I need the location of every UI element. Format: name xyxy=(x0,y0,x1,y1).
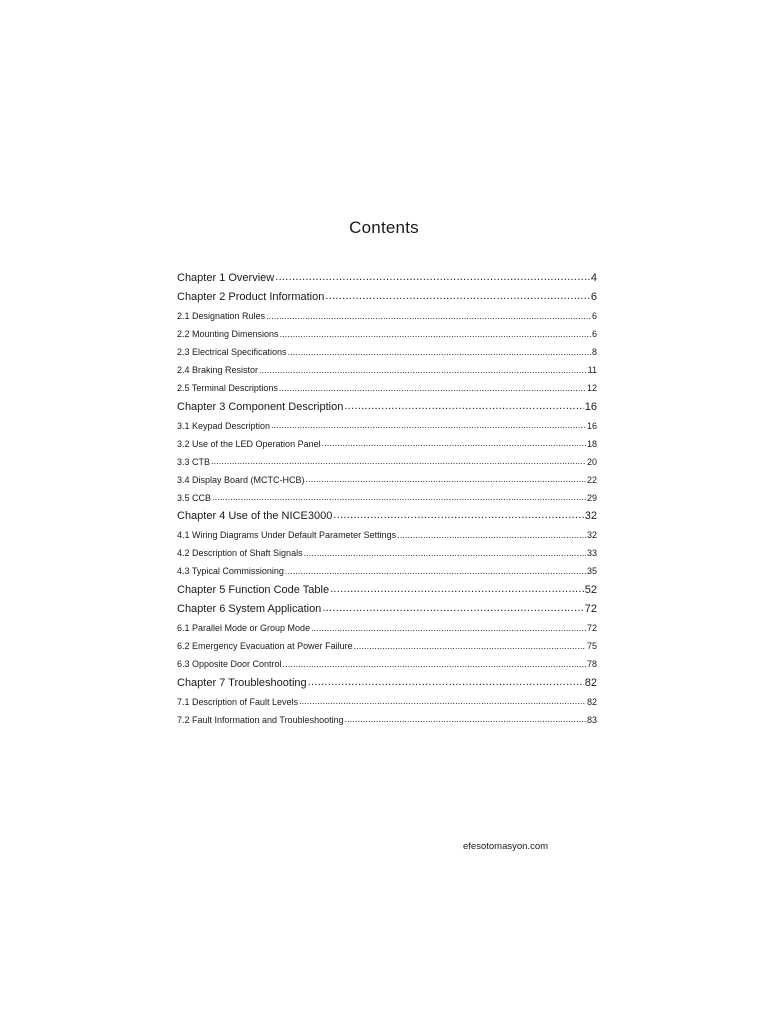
dot-leader xyxy=(325,292,590,303)
toc-section-entry[interactable] xyxy=(177,305,597,321)
dot-leader xyxy=(288,348,591,357)
toc-entry-title: 4.3 Typical Commissioning xyxy=(177,566,284,576)
toc-section-entry[interactable] xyxy=(177,524,597,540)
dot-leader xyxy=(275,273,590,284)
dot-leader xyxy=(333,511,583,522)
dot-leader xyxy=(354,642,586,651)
dot-leader xyxy=(279,384,586,393)
toc-chapter-entry[interactable] xyxy=(177,285,597,303)
toc-entry-title: 6.2 Emergency Evacuation at Power Failure xyxy=(177,641,353,651)
dot-leader xyxy=(283,660,586,669)
dot-leader xyxy=(266,312,591,321)
toc-entry-title: Chapter 4 Use of the NICE3000 xyxy=(177,510,333,522)
toc-entry-page-number: 16 xyxy=(584,400,597,413)
toc-section-entry[interactable] xyxy=(177,487,597,503)
dot-leader xyxy=(322,604,583,615)
toc-section-entry[interactable] xyxy=(177,469,597,485)
toc-section-entry[interactable] xyxy=(177,542,597,558)
dot-leader xyxy=(299,698,586,707)
toc-entry-title: 3.2 Use of the LED Operation Panel xyxy=(177,438,321,449)
toc-entry-title: 2.5 Terminal Descriptions xyxy=(177,383,278,393)
toc-entry-page-number: 12 xyxy=(586,383,597,393)
toc-entry-title: 2.2 Mounting Dimensions xyxy=(177,329,279,339)
toc-section-entry[interactable] xyxy=(177,433,597,449)
toc-entry-page-number: 18 xyxy=(586,438,597,449)
toc-entry-page-number: 72 xyxy=(586,623,597,633)
footer-website: efesotomasyon.com xyxy=(463,841,549,852)
dot-leader xyxy=(397,531,586,540)
toc-entry-page-number: 6 xyxy=(591,311,597,321)
toc-section-entry[interactable] xyxy=(177,617,597,633)
toc-entry-page-number: 4 xyxy=(590,271,597,284)
dot-leader xyxy=(212,494,586,503)
table-of-contents xyxy=(177,264,597,725)
toc-entry-title: 2.1 Designation Rules xyxy=(177,311,266,321)
toc-entry-title: 3.1 Keypad Description xyxy=(177,420,271,431)
toc-entry-title: Chapter 2 Product Information xyxy=(177,291,325,303)
toc-entry-title: 6.1 Parallel Mode or Group Mode xyxy=(177,623,311,633)
dot-leader xyxy=(322,440,586,449)
dot-leader xyxy=(344,402,583,413)
page-title: Contents xyxy=(349,218,419,237)
toc-entry-title: 3.3 CTB xyxy=(177,456,211,467)
toc-entry-title: 4.2 Description of Shaft Signals xyxy=(177,548,303,558)
toc-section-entry[interactable] xyxy=(177,709,597,725)
toc-entry-title: Chapter 5 Function Code Table xyxy=(177,583,330,596)
toc-entry-title: Chapter 7 Troubleshooting xyxy=(177,676,307,689)
toc-entry-page-number: 20 xyxy=(586,456,597,467)
toc-entry-title: 4.1 Wiring Diagrams Under Default Parameter Settings xyxy=(177,530,397,540)
toc-section-entry[interactable] xyxy=(177,451,597,467)
dot-leader xyxy=(345,716,586,725)
toc-entry-page-number: 22 xyxy=(586,474,597,485)
toc-entry-title: Chapter 3 Component Description xyxy=(177,400,344,413)
toc-entry-page-number: 11 xyxy=(587,365,597,375)
toc-entry-page-number: 78 xyxy=(586,659,597,669)
dot-leader xyxy=(259,366,587,375)
dot-leader xyxy=(306,476,586,485)
toc-entry-page-number: 6 xyxy=(590,291,597,303)
toc-entry-page-number: 75 xyxy=(586,641,597,651)
dot-leader xyxy=(308,678,584,689)
toc-entry-page-number: 29 xyxy=(586,492,597,503)
toc-entry-page-number: 32 xyxy=(586,530,597,540)
toc-entry-page-number: 6 xyxy=(591,329,597,339)
toc-section-entry[interactable] xyxy=(177,560,597,576)
toc-entry-title: Chapter 6 System Application xyxy=(177,603,322,615)
toc-entry-page-number: 52 xyxy=(584,583,597,596)
dot-leader xyxy=(285,567,586,576)
dot-leader xyxy=(304,549,586,558)
toc-entry-page-number: 8 xyxy=(591,347,597,357)
toc-entry-page-number: 83 xyxy=(586,714,597,725)
dot-leader xyxy=(311,624,586,633)
dot-leader xyxy=(271,422,586,431)
dot-leader xyxy=(330,585,584,596)
toc-entry-title: 6.3 Opposite Door Control xyxy=(177,659,282,669)
toc-entry-page-number: 32 xyxy=(584,510,597,522)
toc-section-entry[interactable] xyxy=(177,323,597,339)
toc-section-entry[interactable] xyxy=(177,635,597,651)
toc-entry-title: 2.3 Electrical Specifications xyxy=(177,347,287,357)
toc-chapter-entry[interactable] xyxy=(177,597,597,615)
toc-chapter-entry[interactable] xyxy=(177,395,597,413)
dot-leader xyxy=(211,458,586,467)
toc-entry-page-number: 35 xyxy=(586,566,597,576)
toc-entry-title: 3.5 CCB xyxy=(177,492,212,503)
toc-chapter-entry[interactable] xyxy=(177,578,597,596)
toc-entry-page-number: 82 xyxy=(586,696,597,707)
toc-entry-page-number: 72 xyxy=(584,603,597,615)
toc-entry-page-number: 33 xyxy=(586,548,597,558)
toc-chapter-entry[interactable] xyxy=(177,504,597,522)
toc-chapter-entry[interactable] xyxy=(177,671,597,689)
toc-section-entry[interactable] xyxy=(177,341,597,357)
toc-section-entry[interactable] xyxy=(177,653,597,669)
toc-section-entry[interactable] xyxy=(177,359,597,375)
toc-entry-title: 3.4 Display Board (MCTC-HCB) xyxy=(177,474,305,485)
toc-entry-page-number: 16 xyxy=(586,420,597,431)
toc-entry-title: 2.4 Braking Resistor xyxy=(177,365,259,375)
toc-entry-title: 7.1 Description of Fault Levels xyxy=(177,696,299,707)
dot-leader xyxy=(280,330,591,339)
toc-section-entry[interactable] xyxy=(177,415,597,431)
toc-entry-page-number: 82 xyxy=(584,676,597,689)
toc-entry-title: 7.2 Fault Information and Troubleshooting xyxy=(177,714,344,725)
toc-chapter-entry[interactable] xyxy=(177,266,597,284)
toc-section-entry[interactable] xyxy=(177,691,597,707)
toc-section-entry[interactable] xyxy=(177,377,597,393)
toc-entry-title: Chapter 1 Overview xyxy=(177,271,275,284)
